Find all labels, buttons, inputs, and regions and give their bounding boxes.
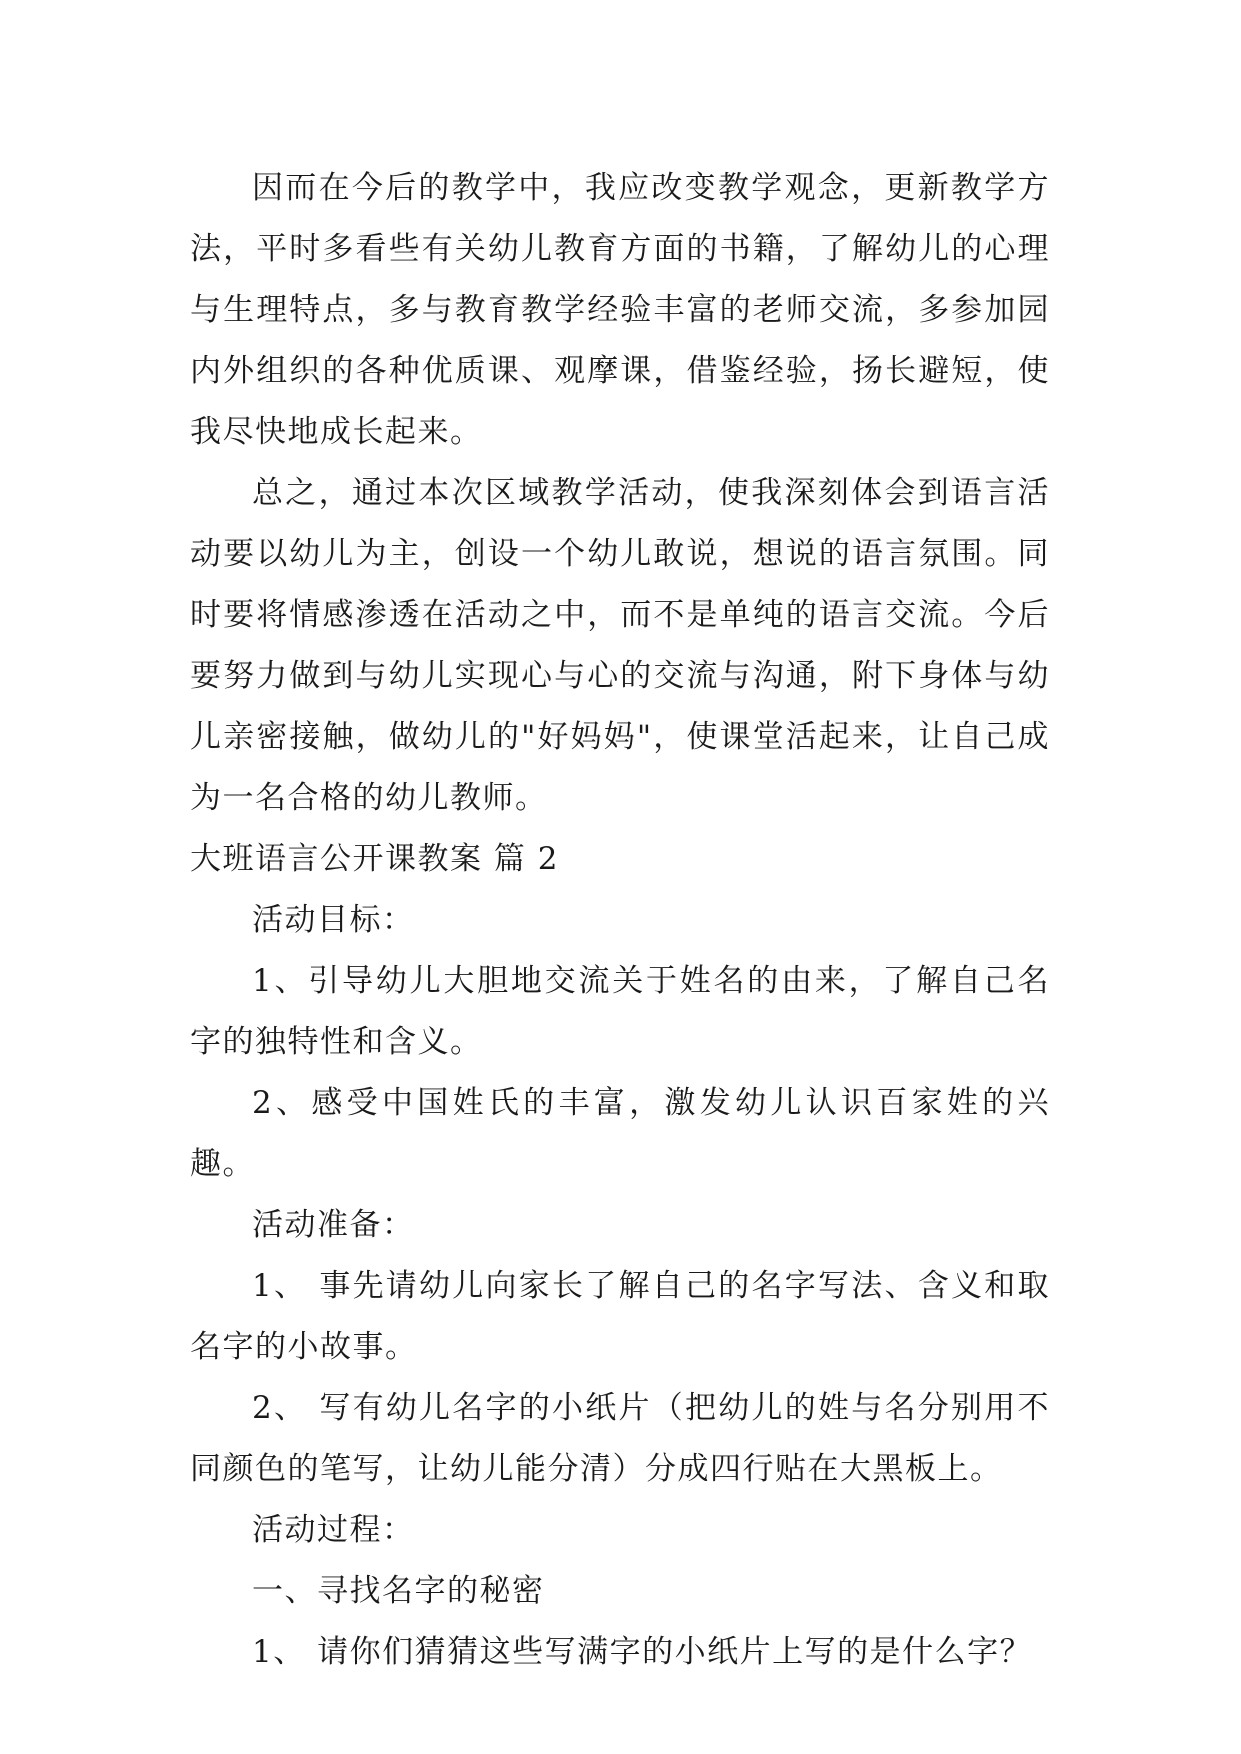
section-heading: 大班语言公开课教案 篇 2 xyxy=(190,841,559,877)
paragraph: 因而在今后的教学中，我应改变教学观念，更新教学方法，平时多看些有关幼儿教育方面的书籍，了解幼儿的心理与生理特点，多与教育教学经验丰富的老师交流，多参加园内外组织的各种优质课、观摩课，借鉴经验，扬长避短，使我尽快地成长起来。 xyxy=(190,170,1050,450)
paragraph: 2、 写有幼儿名字的小纸片（把幼儿的姓与名分别用不同颜色的笔写，让幼儿能分清）分成四行贴在大黑板上。 xyxy=(190,1390,1050,1487)
paragraph: 活动准备： xyxy=(252,1207,415,1243)
paragraph: 活动过程： xyxy=(252,1512,415,1548)
paragraph: 1、 请你们猜猜这些写满字的小纸片上写的是什么字？ xyxy=(252,1634,1033,1670)
document-body xyxy=(190,158,1050,1683)
paragraph: 2、感受中国姓氏的丰富，激发幼儿认识百家姓的兴趣。 xyxy=(190,1085,1050,1182)
paragraph: 1、引导幼儿大胆地交流关于姓名的由来，了解自己名字的独特性和含义。 xyxy=(190,963,1050,1060)
paragraph: 活动目标： xyxy=(252,902,415,938)
paragraph: 总之，通过本次区域教学活动，使我深刻体会到语言活动要以幼儿为主，创设一个幼儿敢说，想说的语言氛围。同时要将情感渗透在活动之中，而不是单纯的语言交流。今后要努力做到与幼儿实现心与心的交流与沟通，附下身体与幼儿亲密接触，做幼儿的"好妈妈"，使课堂活起来，让自己成为一名合格的幼儿教师。 xyxy=(190,475,1050,816)
paragraph: 1、 事先请幼儿向家长了解自己的名字写法、含义和取名字的小故事。 xyxy=(190,1268,1050,1365)
paragraph: 一、寻找名字的秘密 xyxy=(252,1573,545,1609)
